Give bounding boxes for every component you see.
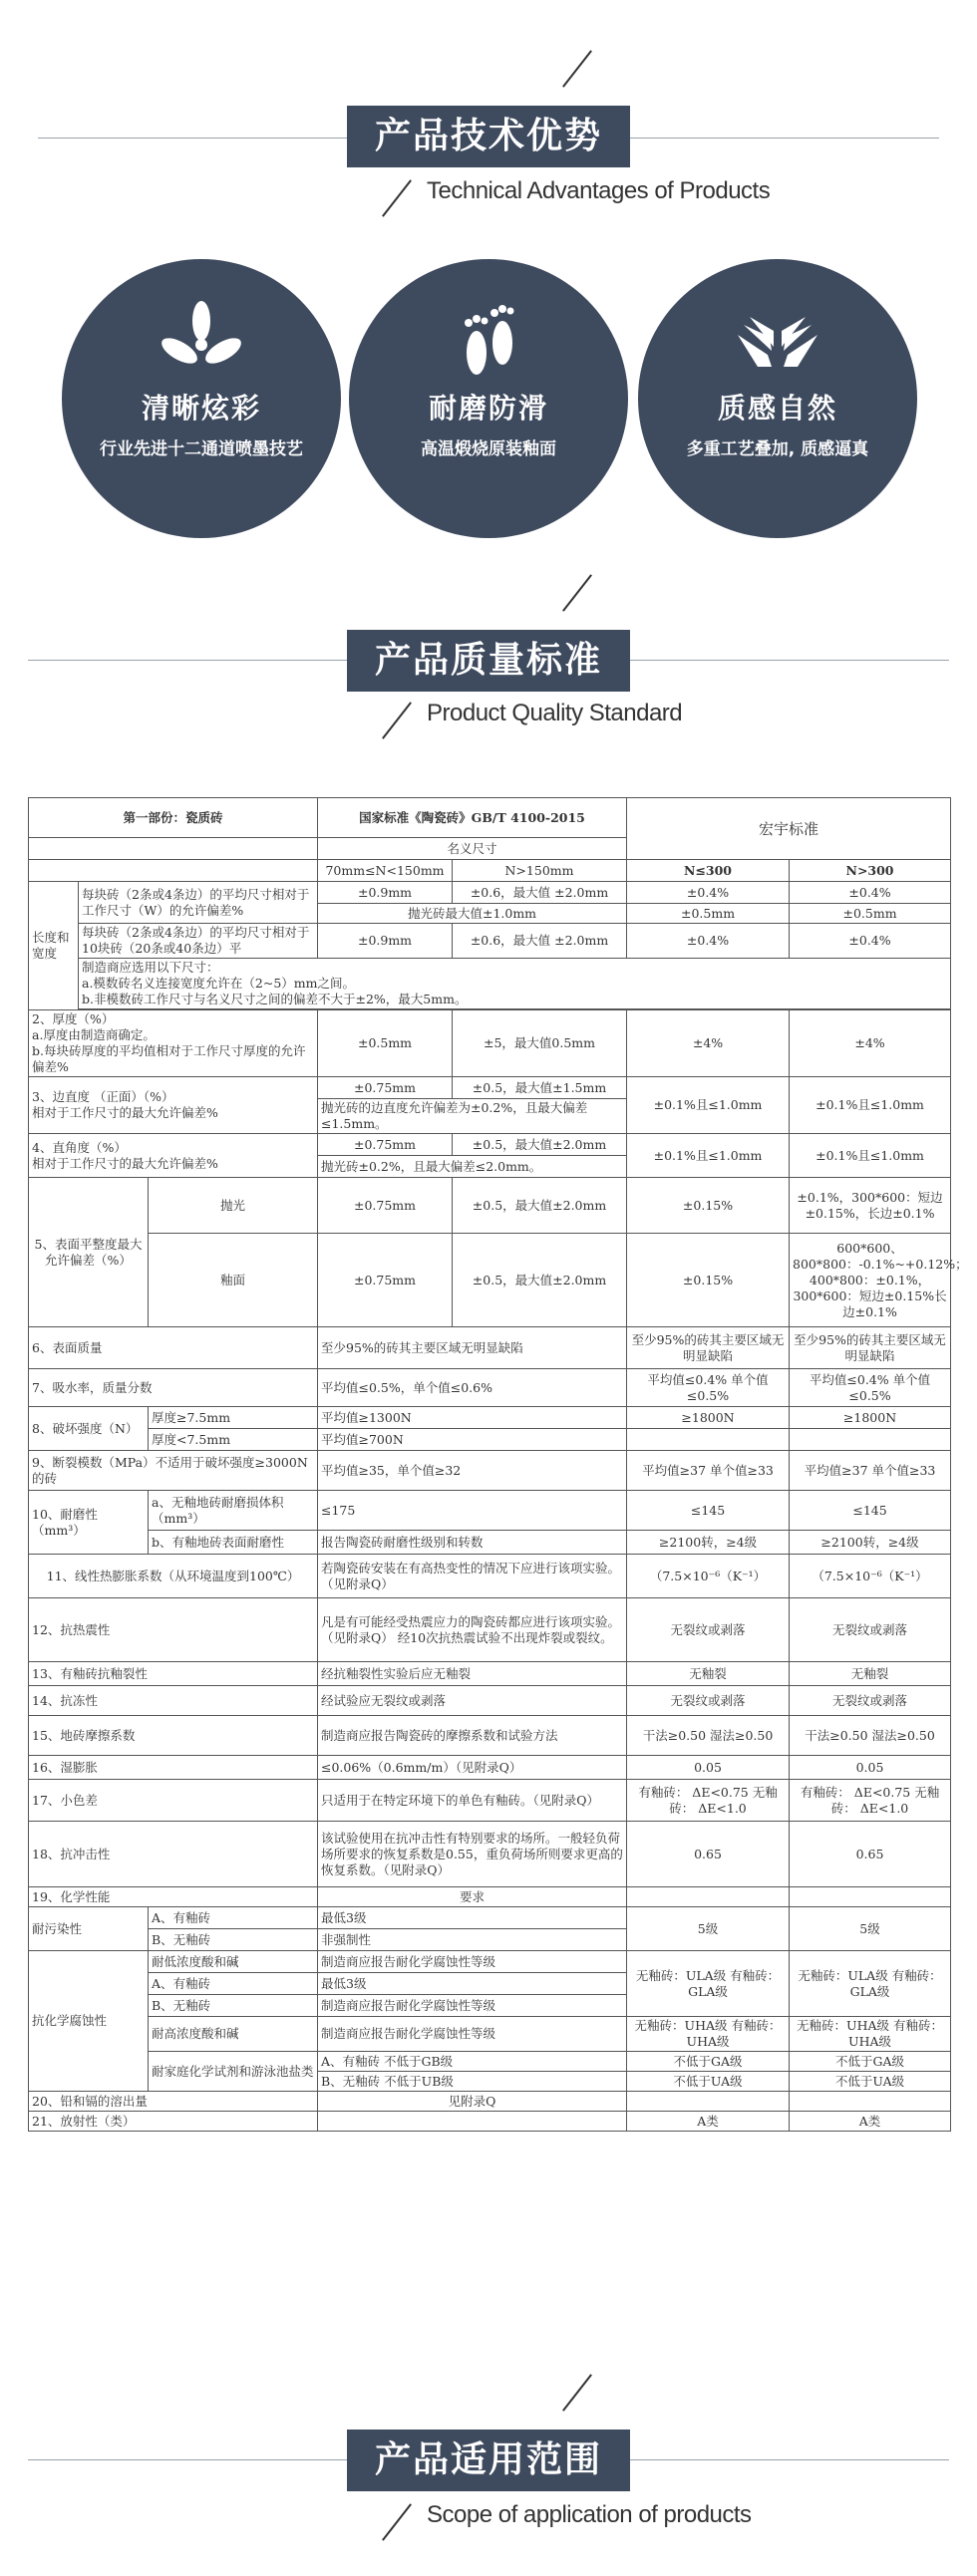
- cell-value: 制造商应报告陶瓷砖的摩擦系数和试验方法: [318, 1716, 627, 1756]
- row-label: 17、小色差: [29, 1780, 318, 1822]
- header-nominal: 名义尺寸: [318, 838, 627, 860]
- row-sublabel: 厚度<7.5mm: [149, 1429, 318, 1451]
- cell-value: A类: [790, 2112, 951, 2132]
- cell-value: 经抗釉裂性实验后应无釉裂: [318, 1662, 627, 1686]
- cell-value: ±0.9mm: [318, 882, 453, 904]
- cell-value: ±0.5，最大值±2.0mm: [453, 1178, 627, 1234]
- cell-value: 0.05: [627, 1756, 790, 1780]
- row-label: [29, 1077, 318, 1134]
- cell-value: 无釉裂: [790, 1662, 951, 1686]
- header-line-right: [630, 660, 949, 661]
- feature-title: 耐磨防滑: [428, 392, 548, 425]
- cell-value: ±0.1%，300*600：短边±0.15%，长边±0.1%: [790, 1178, 951, 1234]
- cell-value: ±0.5mm: [790, 904, 951, 924]
- cell-value: 非强制性: [318, 1929, 627, 1951]
- row-sublabel: 釉面: [149, 1234, 318, 1327]
- cell-value: ±0.1%且≤1.0mm: [790, 1077, 951, 1134]
- cell-value: 见附录Q: [318, 2092, 627, 2112]
- cell-value: B、无釉砖 不低于UB级: [318, 2072, 627, 2092]
- blank-cell: [790, 2092, 951, 2112]
- cell-value: ±0.5，最大值±2.0mm: [453, 1134, 627, 1156]
- section-subtitle-quality: Product Quality Standard: [427, 700, 683, 726]
- header-line-left: [28, 2459, 347, 2460]
- cell-value: ±0.4%: [790, 882, 951, 904]
- section-subtitle-scope: Scope of application of products: [427, 2501, 752, 2528]
- cell-value: 该试验使用在抗冲击性有特别要求的场所。一般轻负荷场所要求的恢复系数是0.55，重负荷场所则要求更高的恢复系数。（见附录Q）: [318, 1822, 627, 1887]
- hands-icon: [728, 295, 827, 385]
- cell-value: 报告陶瓷砖耐磨性级别和转数: [318, 1531, 627, 1555]
- note-line: b.非模数砖工作尺寸与名义尺寸之间的偏差不大于±2%，最大5mm。: [82, 992, 468, 1006]
- cell-value: 无裂纹或剥落: [627, 1598, 790, 1662]
- row-label: 20、铅和镉的溶出量: [29, 2092, 318, 2112]
- cell-value: ≥1800N: [627, 1407, 790, 1429]
- section-title-advantages: 产品技术优势: [347, 106, 630, 167]
- cell-value: ±0.75mm: [318, 1134, 453, 1156]
- cell-value: ±5，最大值0.5mm: [453, 1010, 627, 1077]
- blank-cell: [29, 838, 318, 860]
- cell-value: A、有釉砖 不低于GB级: [318, 2052, 627, 2072]
- header-line-left: [38, 138, 347, 139]
- cell-value: 要求: [318, 1887, 627, 1907]
- cell-value: ±0.1%且≤1.0mm: [790, 1134, 951, 1178]
- section-title-scope: 产品适用范围: [347, 2430, 630, 2491]
- cell-value: 不低于GA级: [790, 2052, 951, 2072]
- header-hongyu: 宏宇标准: [627, 798, 951, 860]
- row-label: 长度和宽度: [29, 882, 79, 1010]
- row-label: 9、断裂模数（MPa）不适用于破坏强度≥3000N的砖: [29, 1451, 318, 1491]
- row-label: 8、破坏强度（N）: [29, 1407, 149, 1451]
- cell-value: 平均值≥35，单个值≥32: [318, 1451, 627, 1491]
- cell-value: ±0.9mm: [318, 924, 453, 959]
- row-label: 14、抗冻性: [29, 1686, 318, 1716]
- cell-value: ±0.75mm: [318, 1234, 453, 1327]
- cell-value: ±0.5mm: [627, 904, 790, 924]
- cell-value: 最低3级: [318, 1907, 627, 1929]
- cell-value: 无釉裂: [627, 1662, 790, 1686]
- cell-value: 抛光砖最大值±1.0mm: [318, 904, 627, 924]
- cell-value: 无裂纹或剥落: [627, 1686, 790, 1716]
- cell-value: A类: [627, 2112, 790, 2132]
- feature-desc: 行业先进十二通道喷墨技艺: [100, 439, 303, 459]
- row-sublabel: 耐高浓度酸和碱: [149, 2017, 318, 2052]
- header-slash-bottom: [382, 702, 412, 738]
- header-size: N>150mm: [453, 860, 627, 882]
- cell-value: 干法≥0.50 湿法≥0.50: [790, 1716, 951, 1756]
- cell-value: 平均值≥37 单个值≥33: [790, 1451, 951, 1491]
- feature-desc: 高温煅烧原装釉面: [421, 439, 556, 459]
- cell-value: 经试验应无裂纹或剥落: [318, 1686, 627, 1716]
- cell-value: ≤145: [627, 1491, 790, 1531]
- label-line: 3、边直度 （正面）（%）: [32, 1089, 174, 1104]
- row-label: 11、线性热膨胀系数（从环境温度到100℃）: [29, 1555, 318, 1598]
- cell-value: ±0.5，最大值±1.5mm: [453, 1077, 627, 1099]
- feature-card-wear: [349, 259, 628, 538]
- cell-value: ≤145: [790, 1491, 951, 1531]
- cell-value: 0.65: [627, 1822, 790, 1887]
- cell-value: ±0.6，最大值 ±2.0mm: [453, 882, 627, 904]
- cell-value: ≤175: [318, 1491, 627, 1531]
- cell-value: 至少95%的砖其主要区域无明显缺陷: [627, 1327, 790, 1369]
- cell-value: ±4%: [627, 1010, 790, 1077]
- row-label: 19、化学性能: [29, 1887, 318, 1907]
- cell-value: 至少95%的砖其主要区域无明显缺陷: [318, 1327, 627, 1369]
- cell-note: 抛光砖的边直度允许偏差为±0.2%，且最大偏差≤1.5mm。: [318, 1099, 627, 1134]
- cell-value: ±0.75mm: [318, 1178, 453, 1234]
- header-slash-bottom: [382, 179, 412, 216]
- cell-value: 最低3级: [318, 1973, 627, 1995]
- row-sublabel: A、有釉砖: [149, 1973, 318, 1995]
- row-sublabel: B、无釉砖: [149, 1929, 318, 1951]
- label-line: b.每块砖厚度的平均值相对于工作尺寸厚度的允许偏差%: [32, 1043, 306, 1074]
- note-line: a.模数砖名义连接宽度允许在（2~5）mm之间。: [82, 976, 356, 991]
- cell-value: ≥2100转，≥4级: [790, 1531, 951, 1555]
- footprint-icon: [439, 295, 538, 385]
- cell-value: 有釉砖： ΔE<0.75 无釉砖： ΔE<1.0: [790, 1780, 951, 1822]
- cell-value: 5级: [790, 1907, 951, 1951]
- blank-cell: [627, 1429, 790, 1451]
- cell-value: 凡是有可能经受热震应力的陶瓷砖都应进行该项实验。（见附录Q） 经10次抗热震试验不出现炸裂或裂纹。: [318, 1598, 627, 1662]
- cell-value: ±0.4%: [627, 882, 790, 904]
- cell-value: ±0.15%: [627, 1234, 790, 1327]
- label-line: a.厚度由制造商确定。: [32, 1027, 156, 1042]
- header-slash-top: [562, 2374, 592, 2411]
- cell-value: 制造商应报告耐化学腐蚀性等级: [318, 1995, 627, 2017]
- cell-value: 干法≥0.50 湿法≥0.50: [627, 1716, 790, 1756]
- cell-value: 平均值≥1300N: [318, 1407, 627, 1429]
- header-size: 70mm≤N<150mm: [318, 860, 453, 882]
- cell-value: 至少95%的砖其主要区域无明显缺陷: [790, 1327, 951, 1369]
- cell-value: ±0.1%且≤1.0mm: [627, 1077, 790, 1134]
- pinwheel-icon: [152, 295, 251, 385]
- note-line: 制造商应选用以下尺寸：: [82, 960, 219, 975]
- cell-value: 600*600、800*800：-0.1%~+0.12%；400*800：±0.1%，300*600：短边±0.15%长边±0.1%: [790, 1234, 951, 1327]
- row-label: 13、有釉砖抗釉裂性: [29, 1662, 318, 1686]
- row-label: 21、放射性（类）: [29, 2112, 318, 2132]
- row-note: [79, 959, 951, 1009]
- cell-value: 无釉砖：UHA级 有釉砖：UHA级: [627, 2017, 790, 2052]
- cell-value: ±0.15%: [627, 1178, 790, 1234]
- blank-cell: [627, 1887, 790, 1907]
- row-label: [29, 1134, 318, 1178]
- row-label: 每块砖（2条或4条边）的平均尺寸相对于工作尺寸（W）的允许偏差%: [79, 882, 318, 924]
- header-part: 第一部份：瓷质砖: [29, 798, 318, 838]
- cell-value: 若陶瓷砖安装在有高热变性的情况下应进行该项实验。（见附录Q）: [318, 1555, 627, 1598]
- header-line-right: [630, 138, 939, 139]
- label-line: 相对于工作尺寸的最大允许偏差%: [32, 1105, 218, 1120]
- row-label: 18、抗冲击性: [29, 1822, 318, 1887]
- row-sublabel: a、无釉地砖耐磨损体积（mm³）: [149, 1491, 318, 1531]
- label-line: 相对于工作尺寸的最大允许偏差%: [32, 1155, 218, 1171]
- blank-cell: [790, 1887, 951, 1907]
- cell-value: ±0.6，最大值 ±2.0mm: [453, 924, 627, 959]
- row-label: 12、抗热震性: [29, 1598, 318, 1662]
- header-slash-top: [562, 574, 592, 611]
- row-label: 6、表面质量: [29, 1327, 318, 1369]
- blank-cell: [627, 2092, 790, 2112]
- cell-value: ±4%: [790, 1010, 951, 1077]
- header-size: N≤300: [627, 860, 790, 882]
- feature-desc: 多重工艺叠加, 质感逼真: [686, 439, 869, 459]
- blank-cell: [318, 2112, 627, 2132]
- row-label: 16、湿膨胀: [29, 1756, 318, 1780]
- blank-cell: [790, 1429, 951, 1451]
- cell-value: ±0.5，最大值±2.0mm: [453, 1234, 627, 1327]
- feature-card-clarity: [62, 259, 341, 538]
- row-label: 5、表面平整度最大允许偏差（%）: [29, 1178, 149, 1327]
- row-sublabel: A、有釉砖: [149, 1907, 318, 1929]
- cell-value: 无裂纹或剥落: [790, 1598, 951, 1662]
- cell-value: 无釉砖：ULA级 有釉砖：GLA级: [627, 1951, 790, 2017]
- label-line: 2、厚度（%）: [32, 1011, 115, 1026]
- feature-title: 质感自然: [717, 392, 837, 425]
- blank-cell: [29, 860, 318, 882]
- header-line-left: [28, 660, 347, 661]
- cell-value: 有釉砖： ΔE<0.75 无釉砖： ΔE<1.0: [627, 1780, 790, 1822]
- cell-note: 抛光砖±0.2%，且最大偏差≤2.0mm。: [318, 1156, 627, 1178]
- row-sublabel: 耐低浓度酸和碱: [149, 1951, 318, 1973]
- cell-value: 无釉砖：UHA级 有釉砖：UHA级: [790, 2017, 951, 2052]
- cell-value: （7.5×10⁻⁶（K⁻¹）: [790, 1555, 951, 1598]
- cell-value: 平均值≥700N: [318, 1429, 627, 1451]
- cell-value: 不低于UA级: [790, 2072, 951, 2092]
- row-sublabel: B、无釉砖: [149, 1995, 318, 2017]
- row-label: 抗化学腐蚀性: [29, 1951, 149, 2092]
- feature-title: 清晰炫彩: [141, 392, 261, 425]
- cell-value: ≥1800N: [790, 1407, 951, 1429]
- row-label: 15、地砖摩擦系数: [29, 1716, 318, 1756]
- row-sublabel: 抛光: [149, 1178, 318, 1234]
- feature-card-texture: [638, 259, 917, 538]
- header-national: 国家标准《陶瓷砖》GB/T 4100-2015: [318, 798, 627, 838]
- row-sublabel: 厚度≥7.5mm: [149, 1407, 318, 1429]
- row-label: 每块砖（2条或4条边）的平均尺寸相对于10块砖（20条或40条边）平: [79, 924, 318, 959]
- cell-value: 平均值≥37 单个值≥33: [627, 1451, 790, 1491]
- cell-value: ±0.4%: [627, 924, 790, 959]
- row-sublabel: b、有釉地砖表面耐磨性: [149, 1531, 318, 1555]
- header-line-right: [630, 2459, 949, 2460]
- cell-value: 制造商应报告耐化学腐蚀性等级: [318, 2017, 627, 2052]
- row-sublabel: 耐家庭化学试剂和游泳池盐类: [149, 2052, 318, 2092]
- row-label: 耐污染性: [29, 1907, 149, 1951]
- cell-value: 无釉砖：ULA级 有釉砖：GLA级: [790, 1951, 951, 2017]
- section-title-quality: 产品质量标准: [347, 630, 630, 692]
- cell-value: 不低于UA级: [627, 2072, 790, 2092]
- cell-value: ≤0.06%（0.6mm/m）（见附录Q）: [318, 1756, 627, 1780]
- cell-value: 5级: [627, 1907, 790, 1951]
- row-label: 7、吸水率，质量分数: [29, 1369, 318, 1407]
- cell-value: 无裂纹或剥落: [790, 1686, 951, 1716]
- cell-value: （7.5×10⁻⁶（K⁻¹）: [627, 1555, 790, 1598]
- section-subtitle-advantages: Technical Advantages of Products: [427, 177, 771, 204]
- row-label: 10、耐磨性（mm³）: [29, 1491, 149, 1555]
- cell-value: ±0.1%且≤1.0mm: [627, 1134, 790, 1178]
- quality-standard-table: [28, 797, 968, 2132]
- cell-value: 平均值≤0.4% 单个值≤0.5%: [627, 1369, 790, 1407]
- cell-value: 0.05: [790, 1756, 951, 1780]
- cell-value: ±0.75mm: [318, 1077, 453, 1099]
- cell-value: 平均值≤0.5%，单个值≤0.6%: [318, 1369, 627, 1407]
- row-label: [29, 1010, 318, 1077]
- cell-value: 不低于GA级: [627, 2052, 790, 2072]
- cell-value: 制造商应报告耐化学腐蚀性等级: [318, 1951, 627, 1973]
- header-slash-bottom: [382, 2503, 412, 2540]
- cell-value: 0.65: [790, 1822, 951, 1887]
- header-size: N>300: [790, 860, 951, 882]
- label-line: 4、直角度（%）: [32, 1139, 127, 1155]
- cell-value: ±0.4%: [790, 924, 951, 959]
- cell-value: ±0.5mm: [318, 1010, 453, 1077]
- cell-value: 只适用于在特定环境下的单色有釉砖。（见附录Q）: [318, 1780, 627, 1822]
- cell-value: ≥2100转，≥4级: [627, 1531, 790, 1555]
- cell-value: 平均值≤0.4% 单个值≤0.5%: [790, 1369, 951, 1407]
- header-slash-top: [562, 50, 592, 87]
